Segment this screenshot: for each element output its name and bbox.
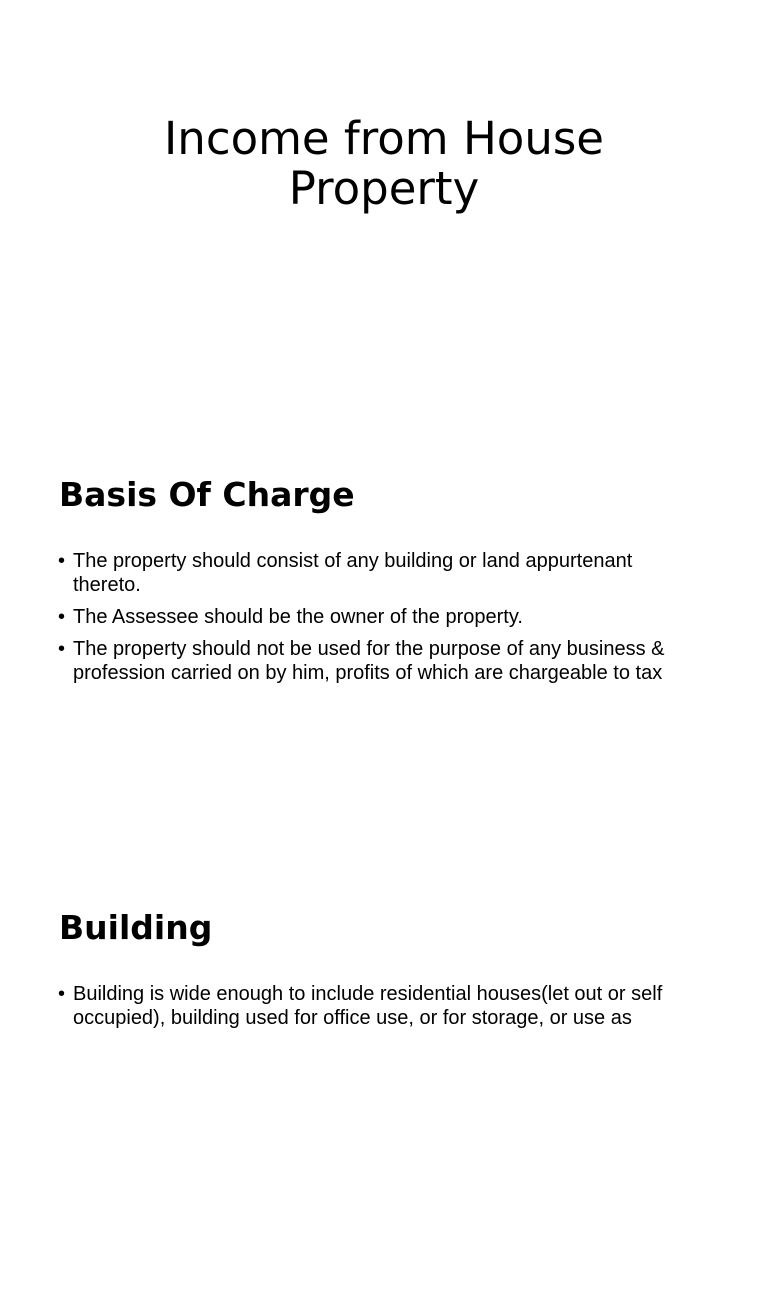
bullet-list bbox=[58, 549, 698, 693]
title-line-2: Property bbox=[288, 162, 480, 215]
list-item bbox=[58, 549, 698, 597]
bullet-icon: • bbox=[58, 638, 66, 660]
bullet-icon: • bbox=[58, 550, 66, 572]
page-title bbox=[0, 114, 768, 214]
list-item bbox=[58, 637, 698, 685]
title-slide bbox=[0, 0, 768, 433]
slide-heading: Basis Of Charge bbox=[59, 475, 355, 514]
bullet-text: Building is wide enough to include residential houses(let out or self occupied), building used for office use, or for storage, or use as bbox=[73, 983, 663, 1029]
title-line-1: Income from House bbox=[164, 112, 604, 165]
list-item bbox=[58, 605, 698, 629]
bullet-icon: • bbox=[58, 983, 66, 1005]
slide-building bbox=[0, 866, 768, 1299]
bullet-icon: • bbox=[58, 606, 66, 628]
bullet-text: The property should consist of any building or land appurtenant thereto. bbox=[73, 550, 633, 596]
bullet-text: The Assessee should be the owner of the property. bbox=[73, 606, 523, 628]
slide-basis-of-charge bbox=[0, 433, 768, 866]
slide-heading: Building bbox=[59, 908, 213, 947]
bullet-list bbox=[58, 982, 698, 1038]
bullet-text: The property should not be used for the purpose of any business & profession carried on by him, profits of which are chargeable to tax bbox=[73, 638, 665, 684]
list-item bbox=[58, 982, 698, 1030]
